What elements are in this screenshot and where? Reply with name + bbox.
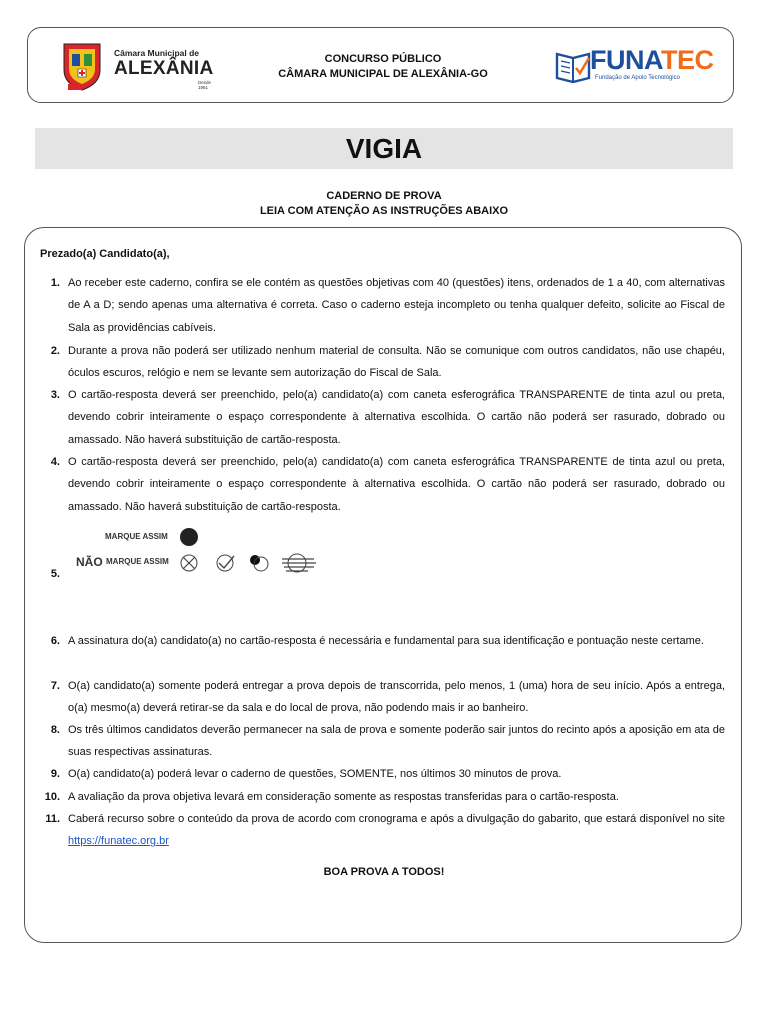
caderno-line1: CADERNO DE PROVA (326, 190, 442, 202)
mark-correct-label: MARQUE ASSIM (105, 532, 168, 541)
item-number: 8. (50, 724, 60, 736)
item-text: Ao receber este caderno, confira se ele contém as questões objetivas com 40 (questões) itens, ordenados de 1 a 40, com alternativas de A a D; sendo apenas uma alternativa é correta. Caso o caderno esteja incompleto ou tenha qualquer defeito, solicite ao Fiscal de Sala as providências cabíveis. (68, 277, 725, 334)
since-text: Desde 1961 (198, 80, 212, 90)
caderno-line2: LEIA COM ATENÇÃO AS INSTRUÇÕES ABAIXO (259, 205, 509, 217)
funatec-tec: TEC (660, 45, 714, 75)
item-text: Durante a prova não poderá ser utilizado nenhum material de consulta. Não se comunique com outros candidatos, não use chapéu, óculos escuros, relógio e nem se levante sem autorização do Fiscal de Sala. (68, 345, 725, 380)
caderno-heading (0, 189, 768, 219)
instruction-item (40, 630, 725, 652)
filled-bubble-icon (178, 526, 200, 548)
open-book-icon (553, 46, 593, 84)
header-center-text (258, 52, 508, 82)
item-text: O(a) candidato(a) somente poderá entregar a prova depois de transcorrida, pelo menos, 1 (uma) hora de seu início. Após a entrega, o(a) mesmo(a) deverá retirar-se da sala e do local de prova, não podendo mais ir ao banheiro. (68, 680, 725, 715)
instruction-item (40, 384, 725, 451)
wrong-marks-icon (178, 552, 348, 574)
item-number: 1. (50, 277, 60, 289)
item-text: A avaliação da prova objetiva levará em consideração somente as respostas transferidas para o cartão-resposta. (68, 791, 619, 803)
greeting: Prezado(a) Candidato(a), (40, 248, 170, 260)
item-number: 7. (50, 680, 60, 692)
item-number: 4. (50, 456, 60, 468)
camara-small-text: Câmara Municipal de (114, 48, 200, 58)
instruction-item (40, 272, 725, 339)
alexania-text: ALEXÂNIA (114, 58, 214, 79)
funatec-wordmark (590, 45, 713, 75)
item-text: O cartão-resposta deverá ser preenchido, pelo(a) candidato(a) com caneta esferográfica TRANSPARENTE de tinta azul ou preta, devendo cobrir inteiramente o espaço correspondente à alternativa escolhida. O cartão não poderá ser rasurado, dobrado ou amassado. Não haverá substituição de cartão-resposta. (68, 456, 725, 513)
instruction-item (40, 719, 725, 764)
item-number: 2. (50, 345, 60, 357)
camara-alexania-logo (58, 38, 218, 94)
funatec-site-link[interactable]: https://funatec.org.br (68, 835, 169, 848)
item-text: Os três últimos candidatos deverão permanecer na sala de prova e somente poderão sair juntos do recinto após a aposição em ata de suas respectivas assinaturas. (68, 724, 725, 759)
item-text (68, 808, 725, 853)
funatec-fun: FUNA (590, 45, 661, 75)
funatec-subtitle: Fundação de Apoio Tecnológico (595, 75, 680, 81)
item-text: O cartão-resposta deverá ser preenchido, pelo(a) candidato(a) com caneta esferográfica TRANSPARENTE de tinta azul ou preta, devendo cobrir inteiramente o espaço correspondente à alternativa escolhida. O cartão não poderá ser rasurado, dobrado ou amassado. Não haverá substituição de cartão-resposta. (68, 389, 725, 446)
closing-text: BOA PROVA A TODOS! (323, 866, 445, 878)
instruction-item (40, 340, 725, 385)
item-number: 3. (50, 389, 60, 401)
municipal-shield-icon (60, 40, 104, 92)
item-text-body: Caberá recurso sobre o conteúdo da prova de acordo com cronograma e após a divulgação do gabarito, que estará disponível no site (68, 813, 725, 825)
item-number: 11. (45, 813, 60, 825)
item-text: O(a) candidato(a) poderá levar o caderno de questões, SOMENTE, nos últimos 30 minutos de prova. (68, 768, 562, 780)
mark-wrong-label: MARQUE ASSIM (106, 557, 169, 566)
instruction-item (40, 786, 725, 808)
item-text: A assinatura do(a) candidato(a) no cartão-resposta é necessária e fundamental para sua identificação e pontuação neste certame. (68, 635, 704, 647)
item-number: 9. (50, 768, 60, 780)
marking-example (68, 519, 350, 579)
item-number: 5. (50, 568, 60, 580)
header-box (27, 27, 734, 103)
instruction-item (40, 808, 725, 853)
camara-line: CÂMARA MUNICIPAL DE ALEXÂNIA-GO (278, 68, 488, 80)
title-bar (35, 128, 733, 169)
instruction-item (40, 451, 725, 518)
concurso-line: CONCURSO PÚBLICO (324, 53, 442, 65)
instruction-item (40, 675, 725, 720)
mark-wrong-nao: NÃO (76, 555, 103, 569)
item-number: 6. (50, 635, 60, 647)
instruction-item (40, 763, 725, 785)
item-number: 10. (44, 791, 60, 803)
funatec-logo (553, 42, 733, 88)
page-title: VIGIA (345, 133, 423, 164)
